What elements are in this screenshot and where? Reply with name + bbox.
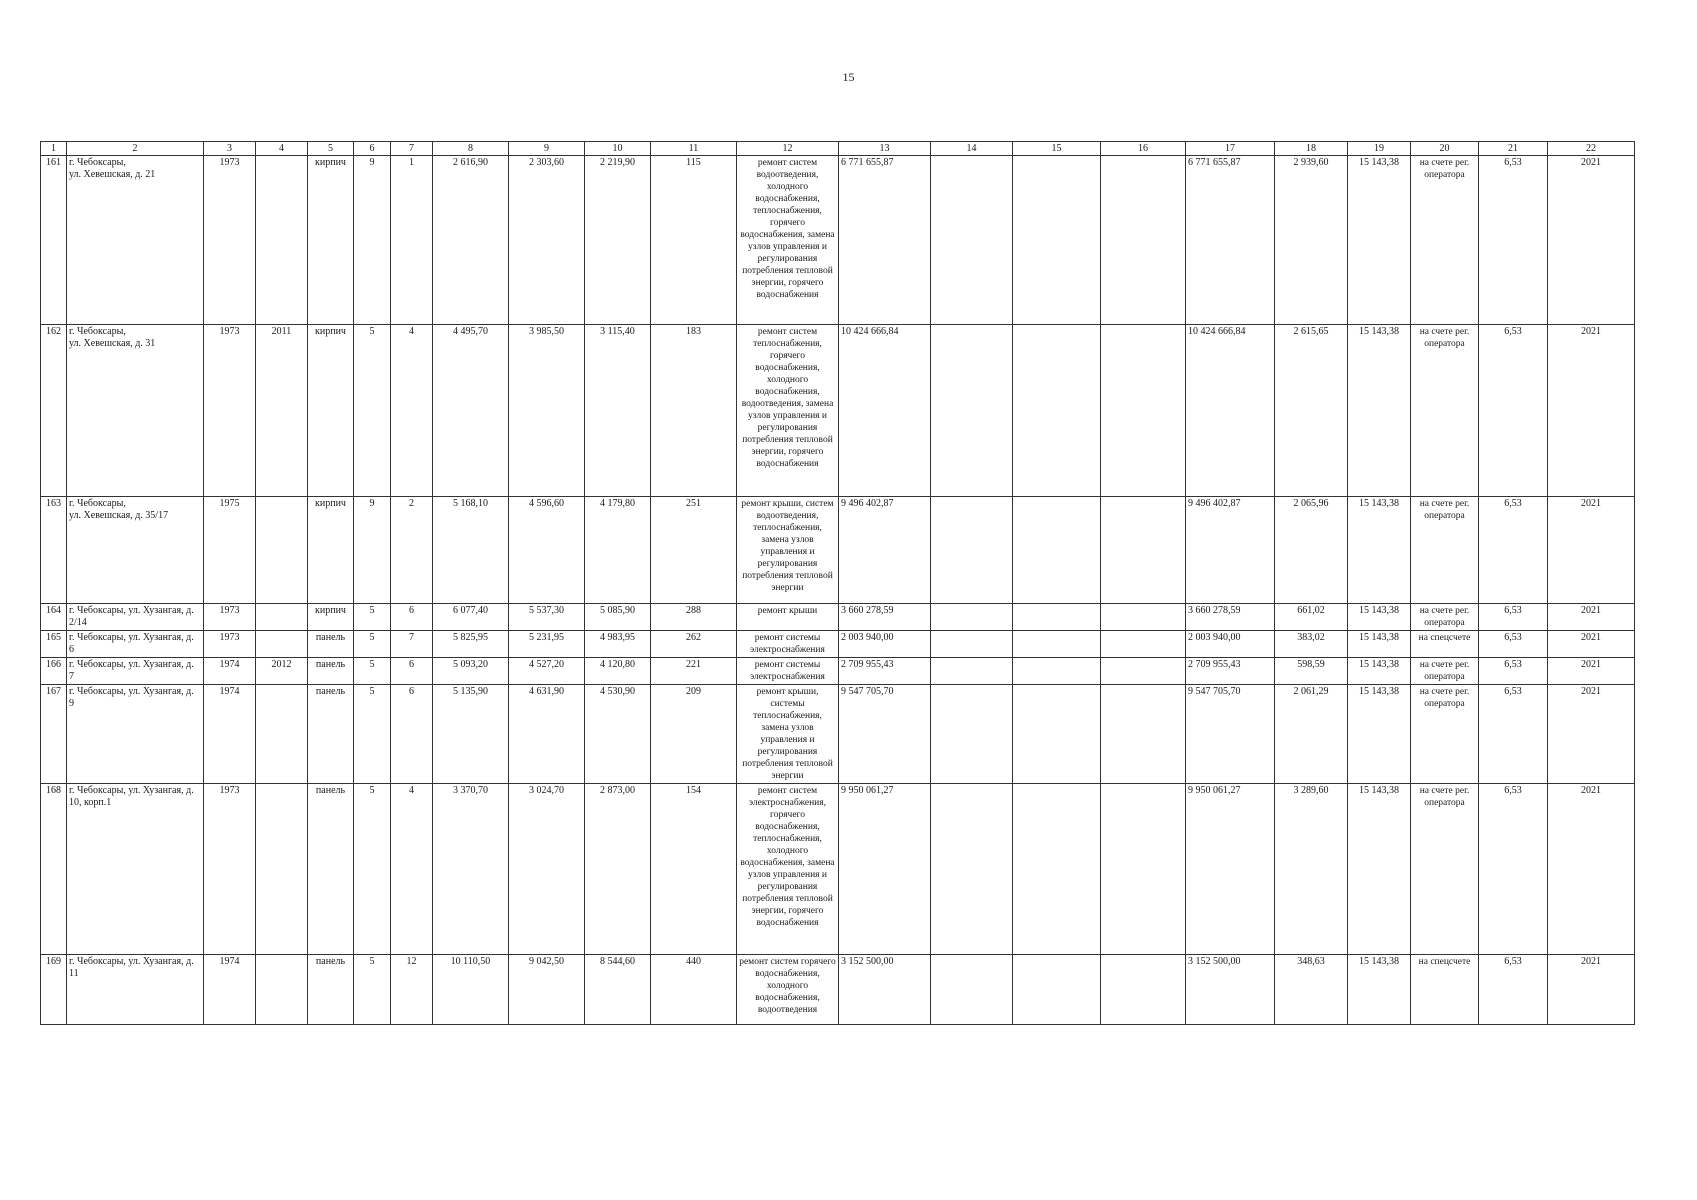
residential-area-cell: 5 085,90 (585, 604, 651, 631)
column-16-cell (1101, 325, 1186, 497)
work-type-cell: ремонт системы электроснабжения (737, 658, 839, 685)
year-renovated-cell (256, 604, 308, 631)
owners-funds-cell: 3 660 278,59 (1186, 604, 1275, 631)
column-number-14: 14 (931, 142, 1013, 156)
column-14-cell (931, 784, 1013, 955)
total-area-cell: 2 616,90 (433, 156, 509, 325)
residents-cell: 262 (651, 631, 737, 658)
entrances-cell: 1 (391, 156, 433, 325)
residential-area-cell: 4 983,95 (585, 631, 651, 658)
plan-year-cell: 2021 (1548, 658, 1635, 685)
column-number-16: 16 (1101, 142, 1186, 156)
unit-cost-cell: 2 615,65 (1275, 325, 1348, 497)
total-area-cell: 10 110,50 (433, 955, 509, 1025)
column-number-6: 6 (354, 142, 391, 156)
wall-material-cell: панель (308, 685, 354, 784)
residents-cell: 115 (651, 156, 737, 325)
contribution-cell: 6,53 (1479, 156, 1548, 325)
residents-cell: 183 (651, 325, 737, 497)
column-14-cell (931, 156, 1013, 325)
column-number-1: 1 (41, 142, 67, 156)
total-area-cell: 5 093,20 (433, 658, 509, 685)
column-15-cell (1013, 685, 1101, 784)
column-15-cell (1013, 325, 1101, 497)
entrances-cell: 6 (391, 658, 433, 685)
repair-program-table (40, 141, 1635, 1025)
table-body (41, 156, 1635, 1025)
contribution-cell: 6,53 (1479, 658, 1548, 685)
owners-funds-cell: 9 950 061,27 (1186, 784, 1275, 955)
premises-area-cell: 4 631,90 (509, 685, 585, 784)
residential-area-cell: 4 530,90 (585, 685, 651, 784)
total-cost-cell: 10 424 666,84 (839, 325, 931, 497)
contribution-cell: 6,53 (1479, 631, 1548, 658)
premises-area-cell: 3 985,50 (509, 325, 585, 497)
residents-cell: 288 (651, 604, 737, 631)
total-cost-cell: 9 496 402,87 (839, 497, 931, 604)
year-built-cell: 1975 (204, 497, 256, 604)
plan-year-cell: 2021 (1548, 156, 1635, 325)
premises-area-cell: 5 231,95 (509, 631, 585, 658)
work-type-cell: ремонт систем электроснабжения, горячего водоснабжения, теплоснабжения, холодного водоснабжения, замена узлов управления и регулирования потребления тепловой энергии, горячего водоснабжения (737, 784, 839, 955)
wall-material-cell: панель (308, 784, 354, 955)
max-unit-cost-cell: 15 143,38 (1348, 685, 1411, 784)
unit-cost-cell: 348,63 (1275, 955, 1348, 1025)
entrances-cell: 4 (391, 784, 433, 955)
column-number-9: 9 (509, 142, 585, 156)
column-number-4: 4 (256, 142, 308, 156)
max-unit-cost-cell: 15 143,38 (1348, 497, 1411, 604)
column-number-19: 19 (1348, 142, 1411, 156)
address-cell: г. Чебоксары, ул. Хузангая, д. 6 (67, 631, 204, 658)
table-row (41, 497, 1635, 604)
premises-area-cell: 4 596,60 (509, 497, 585, 604)
column-14-cell (931, 604, 1013, 631)
premises-area-cell: 4 527,20 (509, 658, 585, 685)
total-area-cell: 6 077,40 (433, 604, 509, 631)
row-number: 163 (41, 497, 67, 604)
work-type-cell: ремонт крыши (737, 604, 839, 631)
column-number-3: 3 (204, 142, 256, 156)
unit-cost-cell: 3 289,60 (1275, 784, 1348, 955)
address-cell: г. Чебоксары, ул. Хевешская, д. 21 (67, 156, 204, 325)
unit-cost-cell: 2 065,96 (1275, 497, 1348, 604)
column-16-cell (1101, 955, 1186, 1025)
total-area-cell: 4 495,70 (433, 325, 509, 497)
year-built-cell: 1973 (204, 325, 256, 497)
year-renovated-cell (256, 156, 308, 325)
year-renovated-cell (256, 685, 308, 784)
column-15-cell (1013, 156, 1101, 325)
wall-material-cell: кирпич (308, 497, 354, 604)
year-built-cell: 1974 (204, 658, 256, 685)
column-number-12: 12 (737, 142, 839, 156)
column-number-11: 11 (651, 142, 737, 156)
total-area-cell: 3 370,70 (433, 784, 509, 955)
owners-funds-cell: 2 709 955,43 (1186, 658, 1275, 685)
row-number: 161 (41, 156, 67, 325)
contribution-cell: 6,53 (1479, 325, 1548, 497)
plan-year-cell: 2021 (1548, 685, 1635, 784)
entrances-cell: 6 (391, 604, 433, 631)
contribution-cell: 6,53 (1479, 604, 1548, 631)
total-cost-cell: 3 660 278,59 (839, 604, 931, 631)
column-15-cell (1013, 631, 1101, 658)
total-area-cell: 5 135,90 (433, 685, 509, 784)
row-number: 165 (41, 631, 67, 658)
plan-year-cell: 2021 (1548, 497, 1635, 604)
max-unit-cost-cell: 15 143,38 (1348, 631, 1411, 658)
floors-cell: 5 (354, 604, 391, 631)
table-row (41, 325, 1635, 497)
residents-cell: 221 (651, 658, 737, 685)
residents-cell: 154 (651, 784, 737, 955)
fund-account-cell: на счете рег. оператора (1411, 685, 1479, 784)
column-15-cell (1013, 658, 1101, 685)
owners-funds-cell: 2 003 940,00 (1186, 631, 1275, 658)
owners-funds-cell: 3 152 500,00 (1186, 955, 1275, 1025)
total-cost-cell: 6 771 655,87 (839, 156, 931, 325)
total-cost-cell: 2 003 940,00 (839, 631, 931, 658)
work-type-cell: ремонт крыши, систем водоотведения, теплоснабжения, замена узлов управления и регулирования потребления тепловой энергии (737, 497, 839, 604)
year-built-cell: 1974 (204, 955, 256, 1025)
total-cost-cell: 3 152 500,00 (839, 955, 931, 1025)
work-type-cell: ремонт крыши, системы теплоснабжения, замена узлов управления и регулирования потребления тепловой энергии (737, 685, 839, 784)
unit-cost-cell: 661,02 (1275, 604, 1348, 631)
residential-area-cell: 8 544,60 (585, 955, 651, 1025)
year-renovated-cell: 2012 (256, 658, 308, 685)
table-row (41, 955, 1635, 1025)
max-unit-cost-cell: 15 143,38 (1348, 325, 1411, 497)
column-16-cell (1101, 156, 1186, 325)
work-type-cell: ремонт системы электроснабжения (737, 631, 839, 658)
wall-material-cell: кирпич (308, 325, 354, 497)
fund-account-cell: на счете рег. оператора (1411, 156, 1479, 325)
column-number-2: 2 (67, 142, 204, 156)
floors-cell: 9 (354, 497, 391, 604)
year-built-cell: 1973 (204, 156, 256, 325)
page-number: 15 (842, 70, 855, 84)
column-16-cell (1101, 784, 1186, 955)
owners-funds-cell: 6 771 655,87 (1186, 156, 1275, 325)
year-renovated-cell (256, 497, 308, 604)
column-16-cell (1101, 658, 1186, 685)
floors-cell: 5 (354, 658, 391, 685)
column-14-cell (931, 497, 1013, 604)
residential-area-cell: 2 873,00 (585, 784, 651, 955)
column-number-8: 8 (433, 142, 509, 156)
wall-material-cell: панель (308, 955, 354, 1025)
column-15-cell (1013, 604, 1101, 631)
premises-area-cell: 9 042,50 (509, 955, 585, 1025)
residents-cell: 440 (651, 955, 737, 1025)
residential-area-cell: 2 219,90 (585, 156, 651, 325)
contribution-cell: 6,53 (1479, 685, 1548, 784)
year-built-cell: 1973 (204, 604, 256, 631)
column-number-15: 15 (1013, 142, 1101, 156)
plan-year-cell: 2021 (1548, 325, 1635, 497)
table-row (41, 604, 1635, 631)
year-built-cell: 1973 (204, 784, 256, 955)
table-row (41, 784, 1635, 955)
column-15-cell (1013, 784, 1101, 955)
owners-funds-cell: 10 424 666,84 (1186, 325, 1275, 497)
column-number-17: 17 (1186, 142, 1275, 156)
address-cell: г. Чебоксары, ул. Хузангая, д. 7 (67, 658, 204, 685)
residents-cell: 209 (651, 685, 737, 784)
column-15-cell (1013, 497, 1101, 604)
column-number-row (41, 142, 1635, 156)
column-number-21: 21 (1479, 142, 1548, 156)
wall-material-cell: панель (308, 631, 354, 658)
fund-account-cell: на счете рег. оператора (1411, 325, 1479, 497)
year-built-cell: 1973 (204, 631, 256, 658)
column-16-cell (1101, 497, 1186, 604)
work-type-cell: ремонт систем водоотведения, холодного водоснабжения, теплоснабжения, горячего водоснабжения, замена узлов управления и регулирования потребления тепловой энергии, горячего водоснабжения (737, 156, 839, 325)
column-16-cell (1101, 604, 1186, 631)
contribution-cell: 6,53 (1479, 497, 1548, 604)
max-unit-cost-cell: 15 143,38 (1348, 658, 1411, 685)
total-cost-cell: 2 709 955,43 (839, 658, 931, 685)
row-number: 169 (41, 955, 67, 1025)
residential-area-cell: 3 115,40 (585, 325, 651, 497)
residential-area-cell: 4 120,80 (585, 658, 651, 685)
plan-year-cell: 2021 (1548, 604, 1635, 631)
premises-area-cell: 5 537,30 (509, 604, 585, 631)
contribution-cell: 6,53 (1479, 955, 1548, 1025)
total-area-cell: 5 825,95 (433, 631, 509, 658)
floors-cell: 5 (354, 631, 391, 658)
floors-cell: 5 (354, 955, 391, 1025)
address-cell: г. Чебоксары, ул. Хевешская, д. 35/17 (67, 497, 204, 604)
owners-funds-cell: 9 496 402,87 (1186, 497, 1275, 604)
entrances-cell: 2 (391, 497, 433, 604)
total-cost-cell: 9 547 705,70 (839, 685, 931, 784)
fund-account-cell: на спецсчете (1411, 631, 1479, 658)
address-cell: г. Чебоксары, ул. Хузангая, д. 9 (67, 685, 204, 784)
table-row (41, 156, 1635, 325)
total-cost-cell: 9 950 061,27 (839, 784, 931, 955)
residents-cell: 251 (651, 497, 737, 604)
fund-account-cell: на счете рег. оператора (1411, 784, 1479, 955)
row-number: 166 (41, 658, 67, 685)
address-cell: г. Чебоксары, ул. Хузангая, д. 2/14 (67, 604, 204, 631)
wall-material-cell: кирпич (308, 604, 354, 631)
unit-cost-cell: 598,59 (1275, 658, 1348, 685)
column-number-13: 13 (839, 142, 931, 156)
column-15-cell (1013, 955, 1101, 1025)
column-14-cell (931, 631, 1013, 658)
plan-year-cell: 2021 (1548, 784, 1635, 955)
total-area-cell: 5 168,10 (433, 497, 509, 604)
entrances-cell: 6 (391, 685, 433, 784)
column-number-5: 5 (308, 142, 354, 156)
premises-area-cell: 3 024,70 (509, 784, 585, 955)
entrances-cell: 4 (391, 325, 433, 497)
table-row (41, 658, 1635, 685)
max-unit-cost-cell: 15 143,38 (1348, 156, 1411, 325)
wall-material-cell: панель (308, 658, 354, 685)
row-number: 167 (41, 685, 67, 784)
address-cell: г. Чебоксары, ул. Хузангая, д. 11 (67, 955, 204, 1025)
plan-year-cell: 2021 (1548, 631, 1635, 658)
address-cell: г. Чебоксары, ул. Хузангая, д. 10, корп.1 (67, 784, 204, 955)
owners-funds-cell: 9 547 705,70 (1186, 685, 1275, 784)
unit-cost-cell: 2 061,29 (1275, 685, 1348, 784)
fund-account-cell: на счете рег. оператора (1411, 497, 1479, 604)
contribution-cell: 6,53 (1479, 784, 1548, 955)
entrances-cell: 7 (391, 631, 433, 658)
max-unit-cost-cell: 15 143,38 (1348, 784, 1411, 955)
column-16-cell (1101, 685, 1186, 784)
year-renovated-cell: 2011 (256, 325, 308, 497)
column-number-18: 18 (1275, 142, 1348, 156)
fund-account-cell: на спецсчете (1411, 955, 1479, 1025)
max-unit-cost-cell: 15 143,38 (1348, 955, 1411, 1025)
year-renovated-cell (256, 631, 308, 658)
address-cell: г. Чебоксары, ул. Хевешская, д. 31 (67, 325, 204, 497)
column-number-10: 10 (585, 142, 651, 156)
wall-material-cell: кирпич (308, 156, 354, 325)
column-14-cell (931, 955, 1013, 1025)
plan-year-cell: 2021 (1548, 955, 1635, 1025)
table-row (41, 685, 1635, 784)
column-number-20: 20 (1411, 142, 1479, 156)
floors-cell: 9 (354, 156, 391, 325)
year-renovated-cell (256, 784, 308, 955)
table-row (41, 631, 1635, 658)
fund-account-cell: на счете рег. оператора (1411, 658, 1479, 685)
max-unit-cost-cell: 15 143,38 (1348, 604, 1411, 631)
column-number-7: 7 (391, 142, 433, 156)
column-14-cell (931, 658, 1013, 685)
column-14-cell (931, 325, 1013, 497)
work-type-cell: ремонт систем теплоснабжения, горячего водоснабжения, холодного водоснабжения, водоотведения, замена узлов управления и регулирования потребления тепловой энергии, горячего водоснабжения (737, 325, 839, 497)
fund-account-cell: на счете рег. оператора (1411, 604, 1479, 631)
premises-area-cell: 2 303,60 (509, 156, 585, 325)
year-renovated-cell (256, 955, 308, 1025)
unit-cost-cell: 383,02 (1275, 631, 1348, 658)
floors-cell: 5 (354, 784, 391, 955)
row-number: 168 (41, 784, 67, 955)
column-number-22: 22 (1548, 142, 1635, 156)
floors-cell: 5 (354, 325, 391, 497)
entrances-cell: 12 (391, 955, 433, 1025)
row-number: 162 (41, 325, 67, 497)
unit-cost-cell: 2 939,60 (1275, 156, 1348, 325)
year-built-cell: 1974 (204, 685, 256, 784)
row-number: 164 (41, 604, 67, 631)
column-16-cell (1101, 631, 1186, 658)
column-14-cell (931, 685, 1013, 784)
residential-area-cell: 4 179,80 (585, 497, 651, 604)
work-type-cell: ремонт систем горячего водоснабжения, холодного водоснабжения, водоотведения (737, 955, 839, 1025)
floors-cell: 5 (354, 685, 391, 784)
